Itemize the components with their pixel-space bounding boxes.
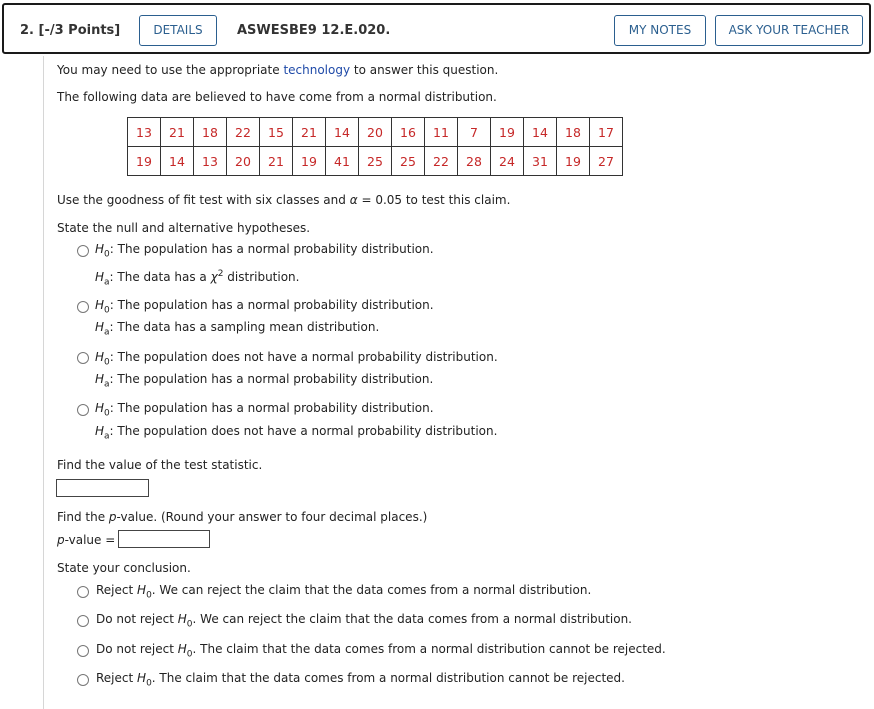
alpha-symbol: α xyxy=(349,193,358,207)
data-row xyxy=(128,118,623,147)
data-cell: 24 xyxy=(491,147,524,176)
alternative-hypothesis-text: $H_a$: The data has a sampling mean distribution. xyxy=(95,320,380,338)
data-cell: 17 xyxy=(590,118,623,147)
intro-line-1: You may need to use the appropriate technology to answer this question. xyxy=(57,63,499,77)
data-cell: 20 xyxy=(227,147,260,176)
question-header xyxy=(2,3,871,54)
data-cell: 19 xyxy=(557,147,590,176)
data-cell: 18 xyxy=(194,118,227,147)
null-hypothesis-text: $H_0$: The population has a normal probability distribution. xyxy=(95,242,434,260)
details-button[interactable]: DETAILS xyxy=(139,15,217,46)
null-hypothesis-text: $H_0$: The population does not have a normal probability distribution. xyxy=(95,350,498,368)
test-statistic-prompt: Find the value of the test statistic. xyxy=(57,458,263,472)
alternative-hypothesis-text: $H_a$: The population does not have a normal probability distribution. xyxy=(95,424,498,442)
data-cell: 41 xyxy=(326,147,359,176)
conclusion-option-2-radio[interactable] xyxy=(77,615,89,627)
hypothesis-option-4-radio[interactable] xyxy=(77,404,89,416)
data-cell: 22 xyxy=(227,118,260,147)
data-cell: 14 xyxy=(524,118,557,147)
conclusion-option-4-radio[interactable] xyxy=(77,674,89,686)
data-row xyxy=(128,147,623,176)
alternative-hypothesis-text: $H_a$: The data has a $\chi^2$ distribution. xyxy=(95,269,300,288)
data-cell: 14 xyxy=(326,118,359,147)
data-cell: 25 xyxy=(359,147,392,176)
conclusion-option-1-radio[interactable] xyxy=(77,586,89,598)
data-cell: 18 xyxy=(557,118,590,147)
data-cell: 19 xyxy=(491,118,524,147)
alternative-hypothesis-text: $H_a$: The population has a normal probability distribution. xyxy=(95,372,434,390)
null-hypothesis-text: $H_0$: The population has a normal probability distribution. xyxy=(95,298,434,316)
data-cell: 13 xyxy=(128,118,161,147)
gof-instruction: Use the goodness of fit test with six classes and α = 0.05 to test this claim. xyxy=(57,193,511,207)
data-cell: 19 xyxy=(293,147,326,176)
hypothesis-option-1-radio[interactable] xyxy=(77,245,89,257)
data-cell: 25 xyxy=(392,147,425,176)
data-cell: 13 xyxy=(194,147,227,176)
data-cell: 27 xyxy=(590,147,623,176)
data-cell: 16 xyxy=(392,118,425,147)
data-cell: 7 xyxy=(458,118,491,147)
data-cell: 21 xyxy=(260,147,293,176)
p-value-input[interactable] xyxy=(118,530,210,548)
data-table xyxy=(127,117,623,176)
intro-line-2: The following data are believed to have come from a normal distribution. xyxy=(57,90,497,104)
state-hypotheses-prompt: State the null and alternative hypotheses. xyxy=(57,221,311,235)
ask-your-teacher-button[interactable]: ASK YOUR TEACHER xyxy=(715,15,863,46)
data-cell: 14 xyxy=(161,147,194,176)
p-value-prompt: Find the p-value. (Round your answer to four decimal places.) xyxy=(57,510,428,524)
my-notes-button[interactable]: MY NOTES xyxy=(614,15,706,46)
conclusion-option-text: Reject $H_0$. We can reject the claim that the data comes from a normal distribution. xyxy=(96,583,592,601)
data-cell: 21 xyxy=(161,118,194,147)
null-hypothesis-text: $H_0$: The population has a normal probability distribution. xyxy=(95,401,434,419)
data-cell: 21 xyxy=(293,118,326,147)
data-cell: 31 xyxy=(524,147,557,176)
conclusion-prompt: State your conclusion. xyxy=(57,561,191,575)
technology-link[interactable]: technology xyxy=(283,63,351,77)
content-left-rule xyxy=(43,56,44,709)
data-cell: 15 xyxy=(260,118,293,147)
data-cell: 20 xyxy=(359,118,392,147)
question-number: 2. [-/3 Points] xyxy=(20,23,121,38)
p-value-label: p-value = xyxy=(57,533,116,547)
data-cell: 28 xyxy=(458,147,491,176)
conclusion-option-text: Reject $H_0$. The claim that the data comes from a normal distribution cannot be rejected. xyxy=(96,671,625,689)
hypothesis-option-2-radio[interactable] xyxy=(77,301,89,313)
conclusion-option-text: Do not reject $H_0$. We can reject the claim that the data comes from a normal distribution. xyxy=(96,612,632,630)
conclusion-option-3-radio[interactable] xyxy=(77,645,89,657)
test-statistic-input[interactable] xyxy=(56,479,149,497)
data-cell: 19 xyxy=(128,147,161,176)
conclusion-option-text: Do not reject $H_0$. The claim that the data comes from a normal distribution cannot be rejected. xyxy=(96,642,666,660)
data-cell: 22 xyxy=(425,147,458,176)
question-id: ASWESBE9 12.E.020. xyxy=(237,23,391,38)
hypothesis-option-3-radio[interactable] xyxy=(77,352,89,364)
data-cell: 11 xyxy=(425,118,458,147)
